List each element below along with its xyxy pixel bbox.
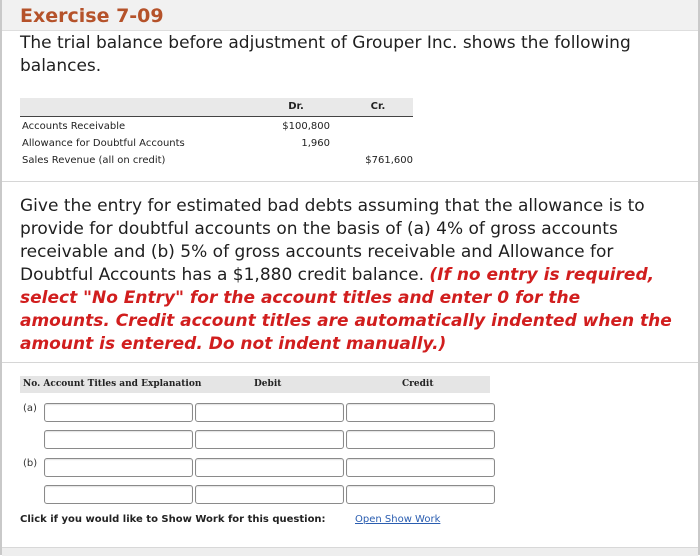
intro-text: The trial balance before adjustment of Grouper Inc. shows the following balances. [20,33,631,76]
section-divider [2,181,698,182]
left-frame-border [0,0,2,555]
tb-cr-amount: $761,600 [365,155,413,166]
tb-account-label: Sales Revenue (all on credit) [22,155,166,166]
je-header-no: No. Account Titles and Explanation [23,379,202,389]
question-text [20,195,675,356]
debit-amount-input[interactable] [195,485,344,504]
open-show-work-link[interactable]: Open Show Work [355,514,441,525]
entry-label-b: (b) [23,458,38,469]
credit-amount-input[interactable] [346,485,495,504]
account-title-input[interactable] [44,430,193,449]
credit-amount-input[interactable] [346,430,495,449]
credit-amount-input[interactable] [346,458,495,477]
je-header-debit: Debit [254,379,282,389]
tb-header-dr: Dr. [288,101,304,112]
debit-amount-input[interactable] [195,403,344,422]
exercise-title: Exercise 7-09 [20,5,164,27]
section-divider [2,362,698,363]
je-header-credit: Credit [402,379,434,389]
credit-amount-input[interactable] [346,403,495,422]
account-title-input[interactable] [44,485,193,504]
account-title-input[interactable] [44,403,193,422]
question-instruction: (If no entry is required, select "No Entry" for the account titles and enter 0 for the amounts. Credit account titles are automatically indented when the amount is entered. Do not indent manually.) [20,265,672,354]
tb-dr-amount: $100,800 [282,121,330,132]
tb-header-cr: Cr. [370,101,386,112]
tb-account-label: Allowance for Doubtful Accounts [22,138,185,149]
debit-amount-input[interactable] [195,458,344,477]
tb-dr-amount: 1,960 [301,138,330,149]
tb-account-label: Accounts Receivable [22,121,126,132]
question-body: Give the entry for estimated bad debts assuming that the allowance is to provide for doubtful accounts on the basis of (a) 4% of gross accounts receivable and (b) 5% of gross accounts receivable and Allowance for Doubtful Accounts has a $1,880 credit balance. [20,196,645,285]
entry-label-a: (a) [23,403,37,414]
show-work-prompt: Click if you would like to Show Work for this question: [20,514,326,525]
debit-amount-input[interactable] [195,430,344,449]
je-header-account: Account Titles and Explanation [43,379,202,389]
account-title-input[interactable] [44,458,193,477]
